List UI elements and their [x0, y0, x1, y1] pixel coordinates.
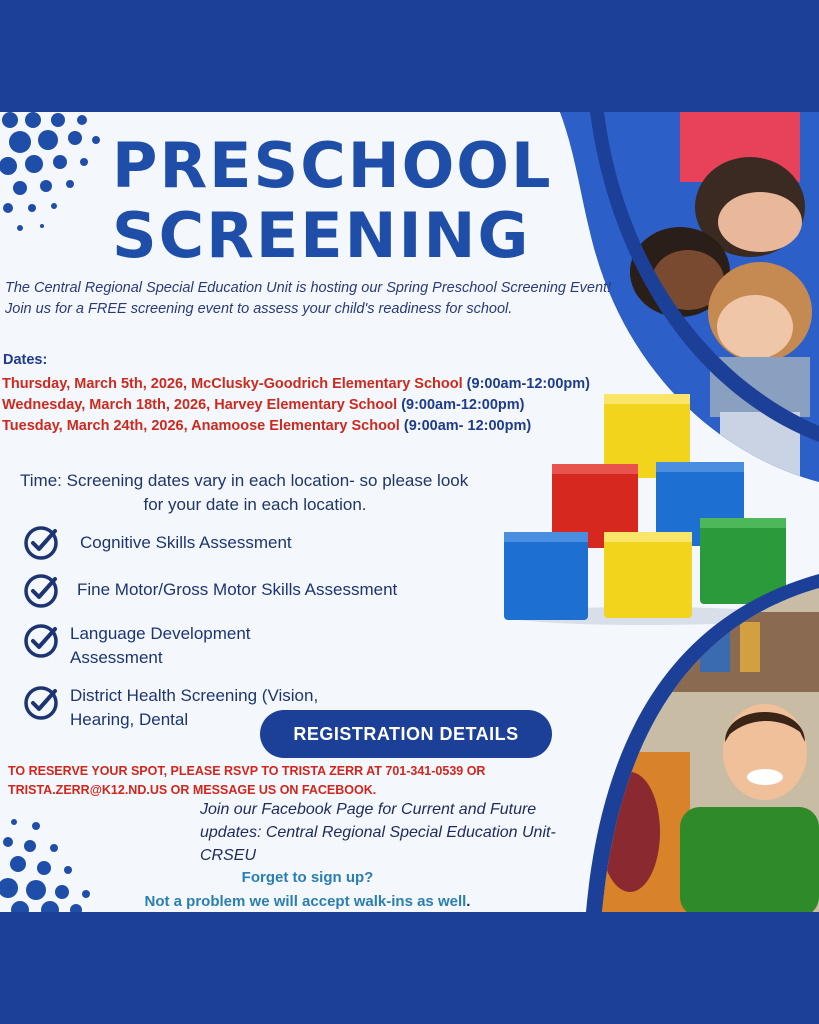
check-circle-icon [22, 524, 60, 562]
date-row [2, 416, 622, 437]
walk-ins-period: . [466, 893, 471, 910]
date-time: (9:00am- 12:00pm) [403, 418, 532, 434]
check-circle-icon [22, 684, 60, 722]
date-location: Tuesday, March 24th, 2026, Anamoose Elementary School [2, 418, 400, 434]
time-label: Time: [20, 471, 62, 490]
title-line-2: SCREENING [112, 199, 531, 272]
assessment-cognitive: Cognitive Skills Assessment [80, 533, 292, 552]
dots-decoration-top [0, 112, 110, 242]
facebook-info: Join our Facebook Page for Current and Future updates: Central Regional Special Education Unit- CRSEU [200, 801, 556, 864]
time-text-2: for your date in each location. [143, 495, 367, 514]
dates-label: Dates: [3, 352, 48, 368]
date-row [2, 395, 622, 416]
date-row [2, 374, 622, 395]
title-line-1: PRESCHOOL [112, 129, 553, 202]
date-location: Wednesday, March 18th, 2026, Harvey Elementary School [2, 397, 398, 413]
intro-text: The Central Regional Special Education Unit is hosting our Spring Preschool Screening Event! Join us for a FREE screening event to assess your child's readiness for school. [5, 280, 612, 317]
check-circle-icon [22, 622, 60, 660]
photo-boy-bottom [560, 552, 819, 912]
time-text-1: Screening dates vary in each location- so please look [66, 471, 469, 490]
forget-question: Forget to sign up? [241, 869, 374, 886]
check-circle-icon [22, 572, 60, 610]
rsvp-info: TO RESERVE YOUR SPOT, PLEASE RSVP TO TRISTA ZERR AT 701-341-0539 OR TRISTA.ZERR@K12.ND.US OR MESSAGE US ON FACEBOOK. [8, 764, 486, 797]
time-info [20, 469, 520, 517]
date-time: (9:00am-12:00pm) [401, 397, 525, 413]
walk-ins-text: Not a problem we will accept walk-ins as well [144, 893, 467, 910]
assessment-language: Language Development Assessment [70, 624, 251, 667]
assessment-health: District Health Screening (Vision, Hearing, Dental [70, 686, 319, 729]
registration-details-button[interactable]: REGISTRATION DETAILS [260, 710, 552, 758]
dates-list [2, 374, 622, 437]
flyer [0, 112, 819, 912]
assessment-motor: Fine Motor/Gross Motor Skills Assessment [77, 580, 398, 599]
date-time: (9:00am-12:00pm) [466, 376, 590, 392]
walk-ins-line [0, 890, 615, 912]
date-location: Thursday, March 5th, 2026, McClusky-Goodrich Elementary School [2, 376, 463, 392]
walk-ins-info [0, 866, 615, 912]
